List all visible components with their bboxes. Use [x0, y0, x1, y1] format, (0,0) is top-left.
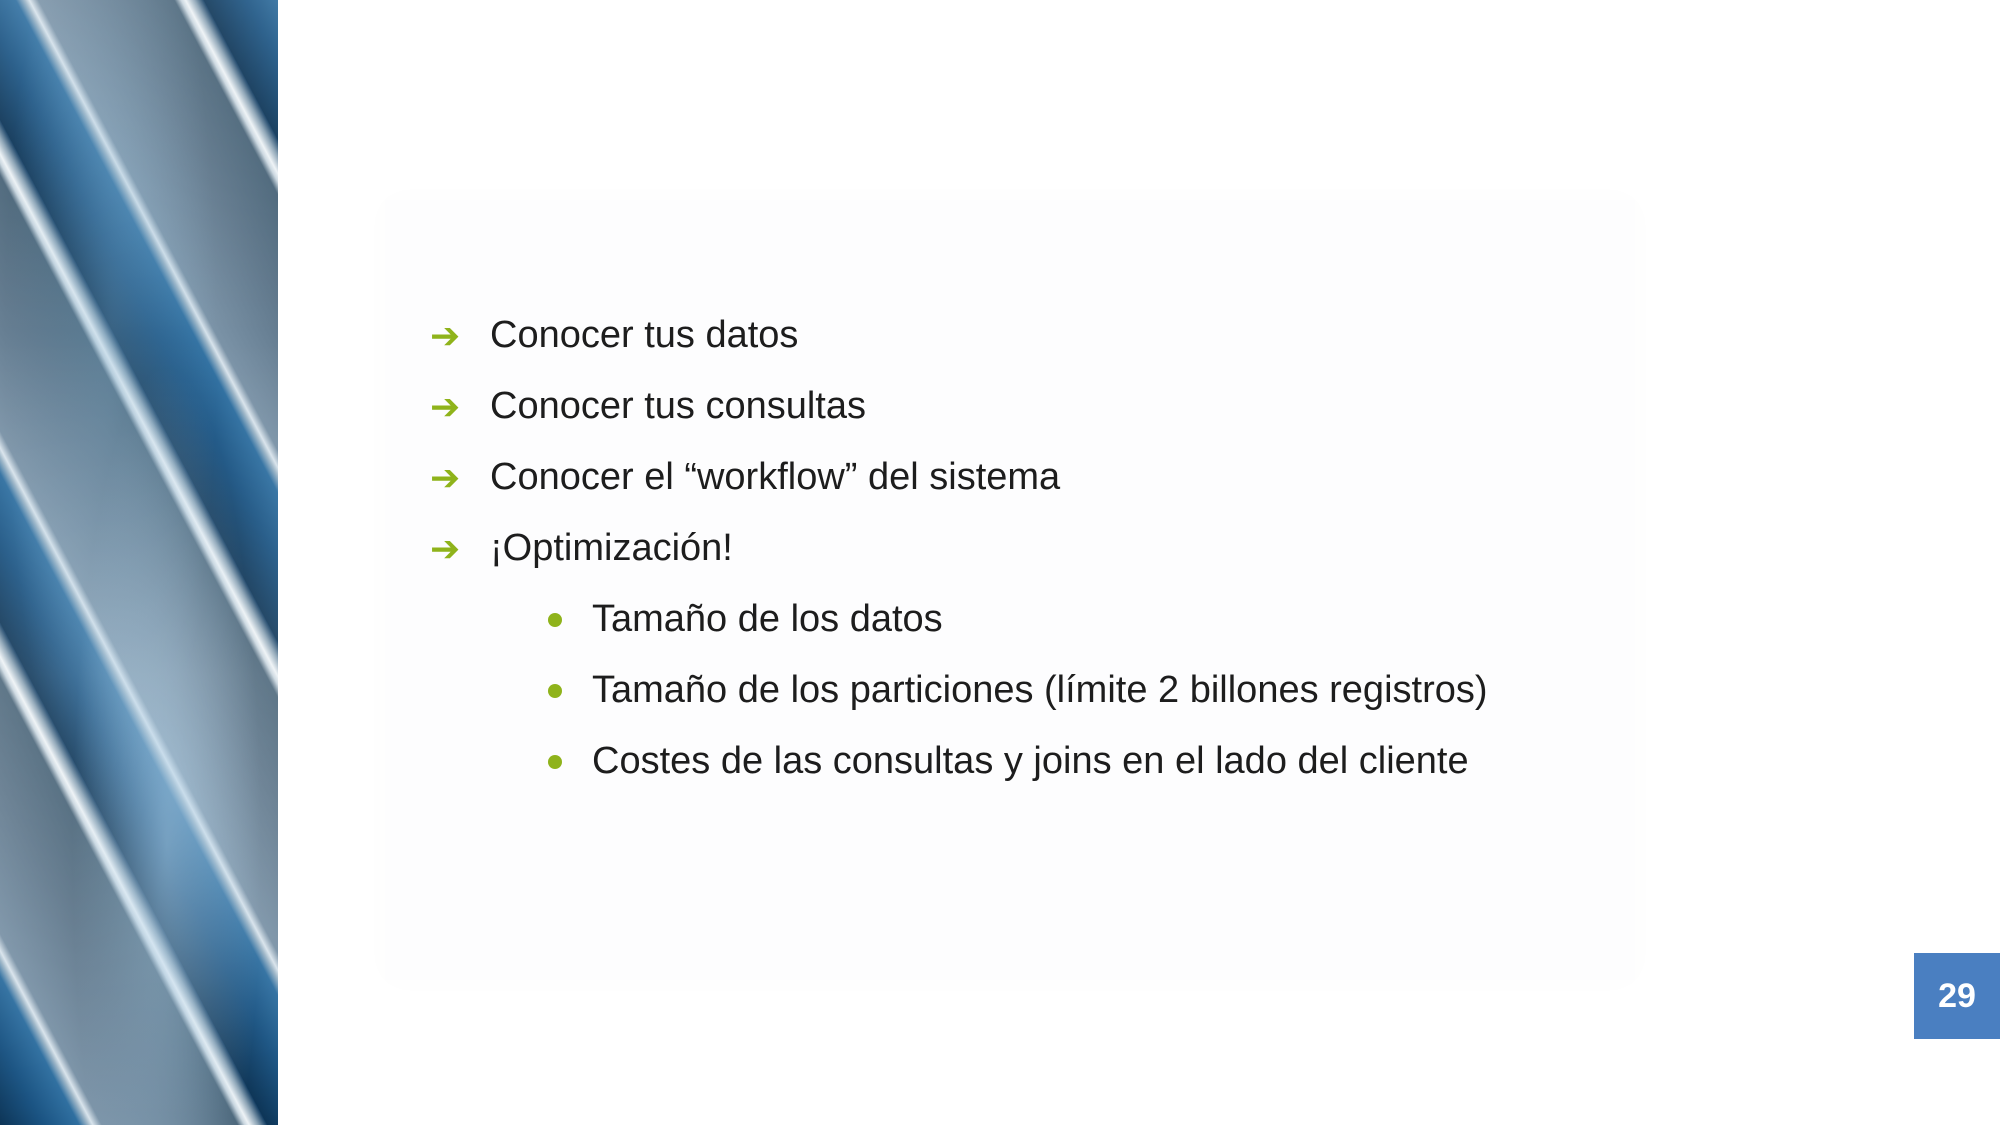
bullet-text: Conocer tus datos	[490, 314, 799, 356]
bullet-text: Conocer el “workflow” del sistema	[490, 456, 1061, 498]
dot-icon	[548, 613, 562, 627]
sub-bullet-list	[430, 584, 1488, 797]
bullet-item	[430, 442, 1488, 513]
arrow-right-icon: ➔	[430, 456, 461, 498]
bullet-item	[430, 513, 1488, 584]
bullet-item	[430, 300, 1488, 371]
sub-bullet-text: Costes de las consultas y joins en el lado del cliente	[592, 740, 1469, 782]
bullet-item	[430, 371, 1488, 442]
sub-bullet-text: Tamaño de los particiones (límite 2 billones registros)	[592, 669, 1488, 711]
dot-icon	[548, 755, 562, 769]
dot-icon	[548, 684, 562, 698]
sub-bullet-item	[548, 726, 1488, 797]
sub-bullet-item	[548, 655, 1488, 726]
sub-bullet-group	[430, 584, 1488, 797]
arrow-right-icon: ➔	[430, 314, 461, 356]
page-number-badge: 29	[1914, 953, 2000, 1039]
building-facade-image	[0, 0, 278, 1125]
bullet-text: ¡Optimización!	[490, 527, 733, 569]
arrow-right-icon: ➔	[430, 527, 461, 569]
bullet-list	[430, 300, 1488, 797]
sub-bullet-item	[548, 584, 1488, 655]
sub-bullet-text: Tamaño de los datos	[592, 598, 943, 640]
bullet-text: Conocer tus consultas	[490, 385, 866, 427]
arrow-right-icon: ➔	[430, 385, 461, 427]
